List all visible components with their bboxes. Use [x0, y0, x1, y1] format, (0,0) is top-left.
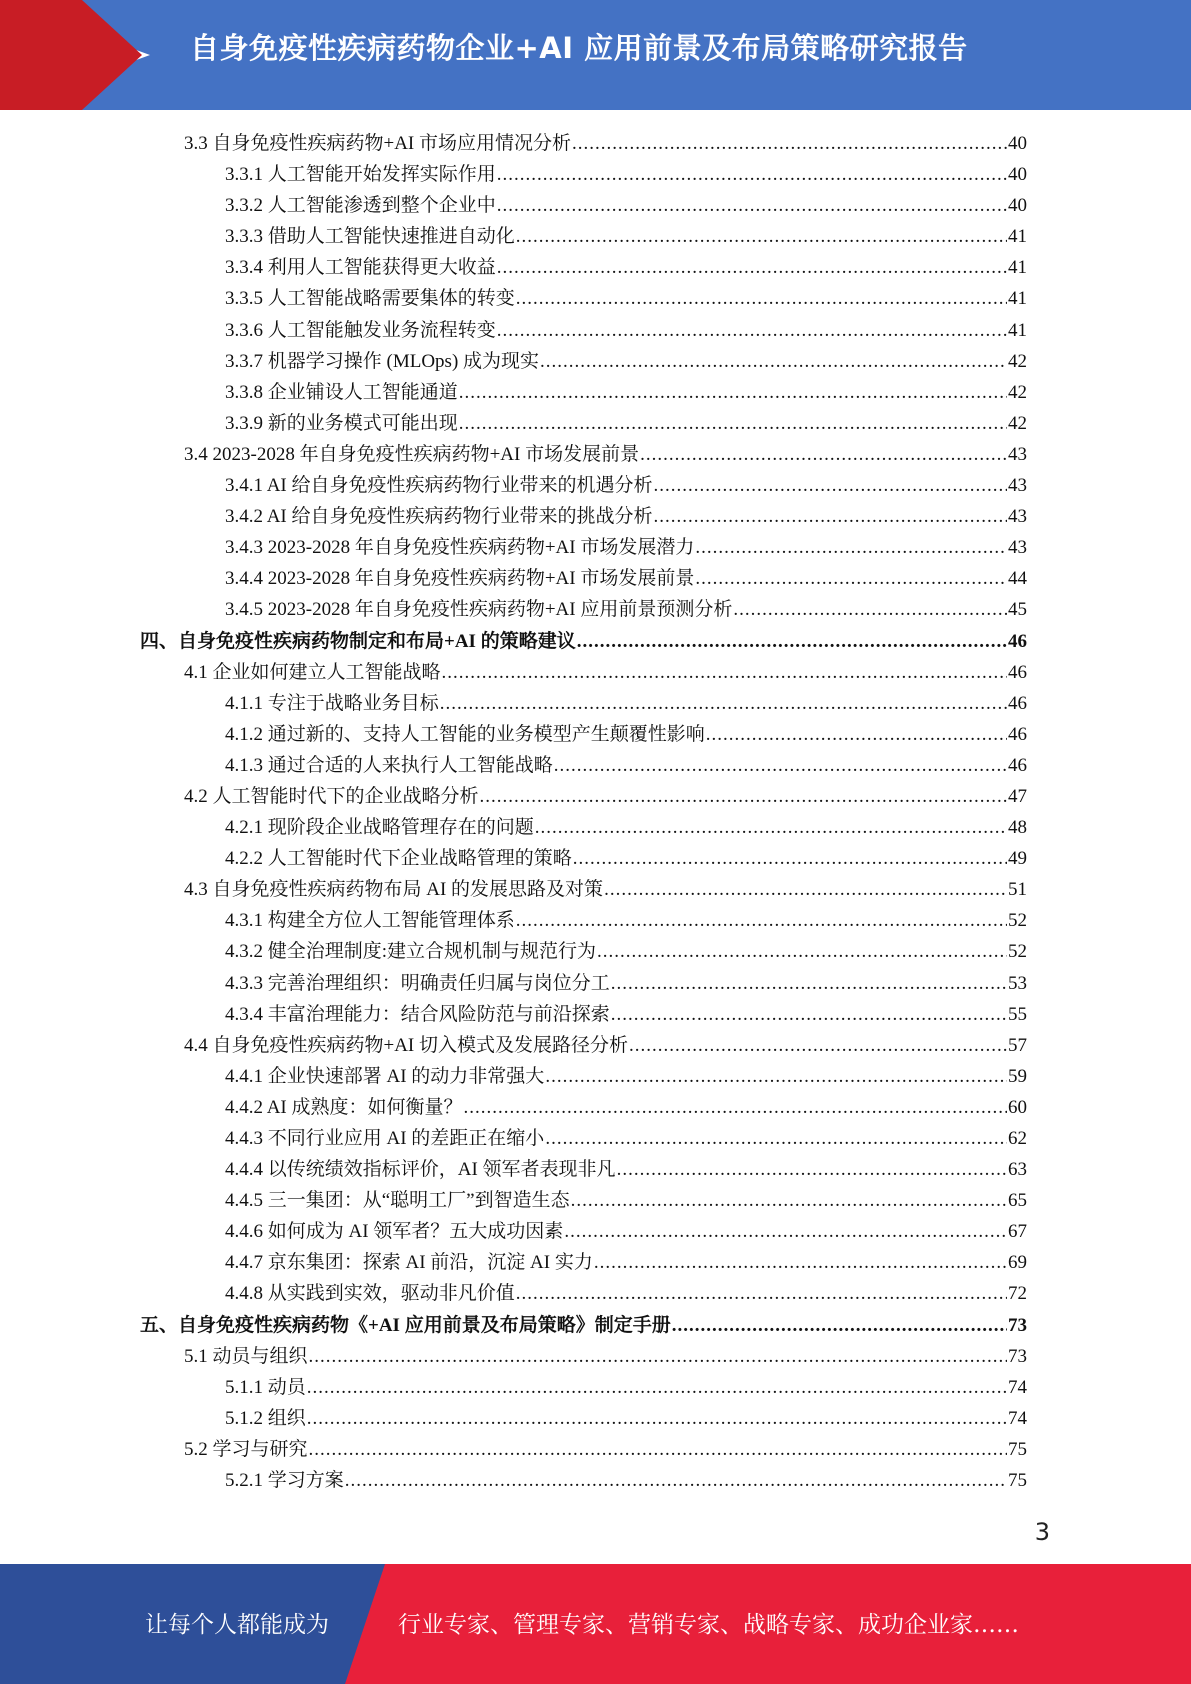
toc-dot-leader [307, 1403, 1007, 1434]
toc-dot-leader [480, 781, 1007, 812]
toc-entry-page: 43 [1008, 537, 1027, 559]
toc-entry-title: 3.4.2 AI 给自身免疫性疾病药物行业带来的挑战分析 [225, 506, 653, 528]
toc-entry-title: 3.3.7 机器学习操作 (MLOps) 成为现实 [225, 350, 540, 372]
toc-entry-page: 42 [1008, 412, 1027, 434]
toc-entry[interactable] [140, 1403, 1027, 1434]
toc-entry-page: 43 [1008, 475, 1027, 497]
toc-entry[interactable] [140, 999, 1027, 1030]
page-footer [0, 1564, 1191, 1684]
toc-dot-leader [604, 874, 1007, 905]
toc-entry-page: 46 [1008, 754, 1027, 776]
toc-dot-leader [464, 1092, 1007, 1123]
toc-dot-leader [611, 999, 1007, 1030]
toc-entry[interactable] [140, 346, 1027, 377]
toc-entry-page: 44 [1008, 568, 1027, 590]
toc-dot-leader [540, 346, 1007, 377]
toc-entry[interactable] [140, 1341, 1027, 1372]
toc-entry-title: 4.4.5 三一集团：从“聪明工厂”到智造生态 [225, 1190, 570, 1212]
toc-entry-title: 4.4.2 AI 成熟度：如何衡量？ [225, 1096, 463, 1118]
toc-dot-leader [611, 968, 1007, 999]
toc-entry-title: 4.4 自身免疫性疾病药物+AI 切入模式及发展路径分析 [184, 1034, 629, 1056]
toc-entry-title: 3.3.5 人工智能战略需要集体的转变 [225, 288, 515, 310]
toc-dot-leader [577, 626, 1007, 657]
toc-dot-leader [597, 936, 1007, 967]
toc-entry-title: 3.4.3 2023-2028 年自身免疫性疾病药物+AI 市场发展潜力 [225, 537, 695, 559]
toc-dot-leader [672, 1310, 1007, 1341]
toc-entry[interactable] [140, 439, 1027, 470]
toc-entry[interactable] [140, 252, 1027, 283]
toc-entry[interactable] [140, 1278, 1027, 1309]
toc-entry-page: 46 [1008, 661, 1027, 683]
toc-entry-page: 52 [1008, 910, 1027, 932]
toc-entry[interactable] [140, 315, 1027, 346]
toc-dot-leader [497, 190, 1007, 221]
toc-entry[interactable] [140, 377, 1027, 408]
toc-dot-leader [594, 1247, 1007, 1278]
toc-dot-leader [442, 657, 1007, 688]
toc-entry-page: 52 [1008, 941, 1027, 963]
toc-entry-page: 63 [1008, 1159, 1027, 1181]
toc-entry[interactable] [140, 657, 1027, 688]
toc-dot-leader [440, 688, 1007, 719]
toc-entry-page: 47 [1008, 785, 1027, 807]
toc-entry[interactable] [140, 936, 1027, 967]
toc-entry-page: 49 [1008, 848, 1027, 870]
toc-entry-title: 5.1.1 动员 [225, 1376, 306, 1398]
toc-entry-page: 72 [1008, 1283, 1027, 1305]
toc-dot-leader [545, 1123, 1007, 1154]
toc-dot-leader [309, 1341, 1007, 1372]
toc-entry[interactable] [140, 159, 1027, 190]
toc-entry-page: 74 [1008, 1407, 1027, 1429]
toc-entry-page: 62 [1008, 1128, 1027, 1149]
toc-entry[interactable] [140, 843, 1027, 874]
toc-entry-page: 41 [1008, 257, 1027, 279]
toc-entry-page: 46 [1008, 630, 1027, 652]
toc-dot-leader [545, 1061, 1007, 1092]
toc-entry[interactable] [140, 1434, 1027, 1465]
toc-dot-leader [497, 252, 1007, 283]
toc-entry[interactable] [140, 283, 1027, 314]
toc-entry-page: 65 [1008, 1190, 1027, 1212]
toc-entry-page: 43 [1008, 443, 1027, 465]
toc-entry-title: 3.4.5 2023-2028 年自身免疫性疾病药物+AI 应用前景预测分析 [225, 599, 733, 621]
toc-entry[interactable] [140, 1061, 1027, 1092]
toc-dot-leader [640, 439, 1007, 470]
toc-entry-title: 四、自身免疫性疾病药物制定和布局+AI 的策略建议 [140, 630, 576, 652]
toc-entry[interactable] [140, 1185, 1027, 1216]
toc-entry[interactable] [140, 626, 1027, 657]
toc-entry-page: 42 [1008, 381, 1027, 403]
toc-entry-title: 4.2 人工智能时代下的企业战略分析 [184, 785, 479, 807]
report-title: 自身免疫性疾病药物企业+AI 应用前景及布局策略研究报告 [190, 31, 968, 65]
toc-entry-title: 4.3.1 构建全方位人工智能管理体系 [225, 910, 515, 932]
toc-dot-leader [459, 408, 1007, 439]
toc-dot-leader [535, 812, 1007, 843]
page-number: 3 [1034, 1518, 1050, 1546]
toc-entry[interactable] [140, 1310, 1027, 1341]
toc-entry-title: 4.4.6 如何成为 AI 领军者？五大成功因素 [225, 1221, 564, 1243]
toc-dot-leader [733, 594, 1007, 625]
toc-entry-title: 4.3.2 健全治理制度:建立合规机制与规范行为 [225, 941, 597, 963]
toc-entry[interactable] [140, 470, 1027, 501]
toc-entry-page: 40 [1008, 164, 1027, 186]
toc-entry-title: 4.4.1 企业快速部署 AI 的动力非常强大 [225, 1065, 545, 1087]
toc-dot-leader [572, 128, 1007, 159]
toc-entry-page: 59 [1008, 1065, 1027, 1087]
toc-entry-page: 41 [1008, 288, 1027, 310]
toc-entry[interactable] [140, 1123, 1027, 1154]
toc-entry[interactable] [140, 1030, 1027, 1061]
toc-entry-page: 41 [1008, 319, 1027, 341]
toc-entry-title: 五、自身免疫性疾病药物《+AI 应用前景及布局策略》制定手册 [140, 1314, 671, 1336]
footer-slogan-left: 让每个人都能成为 [145, 1612, 329, 1638]
toc-dot-leader [345, 1465, 1007, 1496]
toc-dot-leader [573, 843, 1007, 874]
toc-dot-leader [564, 1216, 1007, 1247]
toc-entry[interactable] [140, 1372, 1027, 1403]
header-red-block [0, 0, 82, 110]
toc-entry[interactable] [140, 1465, 1027, 1496]
toc-entry[interactable] [140, 750, 1027, 781]
toc-entry-page: 75 [1008, 1438, 1027, 1460]
toc-entry-page: 40 [1008, 195, 1027, 217]
toc-dot-leader [309, 1434, 1007, 1465]
toc-dot-leader [654, 470, 1007, 501]
toc-entry-page: 73 [1008, 1314, 1027, 1336]
toc-dot-leader [695, 532, 1007, 563]
toc-entry-page: 69 [1008, 1252, 1027, 1274]
toc-entry-title: 3.3 自身免疫性疾病药物+AI 市场应用情况分析 [184, 133, 572, 154]
table-of-contents [140, 128, 1027, 1496]
toc-entry-page: 48 [1008, 817, 1027, 839]
toc-entry-title: 4.2.2 人工智能时代下企业战略管理的策略 [225, 848, 572, 870]
toc-entry[interactable] [140, 968, 1027, 999]
toc-entry-title: 4.4.3 不同行业应用 AI 的差距正在缩小 [225, 1128, 545, 1149]
toc-entry-title: 3.3.1 人工智能开始发挥实际作用 [225, 164, 496, 186]
toc-dot-leader [516, 221, 1007, 252]
toc-dot-leader [516, 283, 1007, 314]
toc-dot-leader [516, 1278, 1007, 1309]
toc-entry[interactable] [140, 408, 1027, 439]
toc-entry-page: 46 [1008, 723, 1027, 745]
toc-entry[interactable] [140, 719, 1027, 750]
toc-entry[interactable] [140, 221, 1027, 252]
toc-entry-page: 42 [1008, 350, 1027, 372]
toc-entry-page: 57 [1008, 1034, 1027, 1056]
toc-entry-title: 3.3.8 企业铺设人工智能通道 [225, 381, 458, 403]
toc-entry[interactable] [140, 532, 1027, 563]
page-header [0, 0, 1191, 110]
toc-entry-title: 4.1.1 专注于战略业务目标 [225, 692, 439, 714]
toc-entry[interactable] [140, 501, 1027, 532]
toc-entry[interactable] [140, 563, 1027, 594]
toc-entry-page: 41 [1008, 226, 1027, 248]
toc-entry[interactable] [140, 781, 1027, 812]
toc-entry-title: 3.4.4 2023-2028 年自身免疫性疾病药物+AI 市场发展前景 [225, 568, 695, 590]
toc-entry-title: 4.4.4 以传统绩效指标评价，AI 领军者表现非凡 [225, 1159, 616, 1181]
toc-entry[interactable] [140, 874, 1027, 905]
toc-entry[interactable] [140, 1092, 1027, 1123]
toc-dot-leader [307, 1372, 1007, 1403]
toc-entry-title: 4.1 企业如何建立人工智能战略 [184, 661, 441, 683]
toc-entry-page: 53 [1008, 972, 1027, 994]
toc-entry-page: 43 [1008, 506, 1027, 528]
toc-entry-title: 3.3.2 人工智能渗透到整个企业中 [225, 195, 496, 217]
toc-entry[interactable] [140, 128, 1027, 159]
toc-entry-title: 4.1.3 通过合适的人来执行人工智能战略 [225, 754, 553, 776]
toc-dot-leader [571, 1185, 1007, 1216]
toc-entry-page: 45 [1008, 599, 1027, 621]
toc-entry-page: 40 [1008, 133, 1027, 154]
toc-entry-title: 4.4.7 京东集团：探索 AI 前沿，沉淀 AI 实力 [225, 1252, 593, 1274]
toc-entry[interactable] [140, 688, 1027, 719]
toc-entry[interactable] [140, 1154, 1027, 1185]
toc-dot-leader [516, 905, 1007, 936]
toc-entry-title: 4.4.8 从实践到实效，驱动非凡价值 [225, 1283, 515, 1305]
toc-entry[interactable] [140, 1216, 1027, 1247]
toc-entry[interactable] [140, 1247, 1027, 1278]
toc-entry-title: 3.4 2023-2028 年自身免疫性疾病药物+AI 市场发展前景 [184, 443, 640, 465]
toc-dot-leader [497, 315, 1007, 346]
toc-entry-page: 60 [1008, 1096, 1027, 1118]
toc-entry-page: 46 [1008, 692, 1027, 714]
toc-entry[interactable] [140, 905, 1027, 936]
toc-entry-title: 3.3.4 利用人工智能获得更大收益 [225, 257, 496, 279]
toc-entry-title: 4.1.2 通过新的、支持人工智能的业务模型产生颠覆性影响 [225, 723, 705, 745]
toc-entry-title: 3.3.6 人工智能触发业务流程转变 [225, 319, 496, 341]
toc-entry[interactable] [140, 594, 1027, 625]
toc-entry-title: 3.4.1 AI 给自身免疫性疾病药物行业带来的机遇分析 [225, 475, 653, 497]
toc-entry-page: 51 [1008, 879, 1027, 901]
toc-entry-title: 5.1.2 组织 [225, 1407, 306, 1429]
toc-entry-page: 74 [1008, 1376, 1027, 1398]
toc-entry-page: 67 [1008, 1221, 1027, 1243]
toc-entry-title: 5.2 学习与研究 [184, 1438, 308, 1460]
toc-dot-leader [706, 719, 1007, 750]
toc-entry-title: 4.3.4 丰富治理能力：结合风险防范与前沿探索 [225, 1003, 610, 1025]
header-chevron-red [82, 0, 142, 110]
toc-entry[interactable] [140, 812, 1027, 843]
toc-dot-leader [554, 750, 1007, 781]
toc-dot-leader [654, 501, 1007, 532]
toc-entry-title: 4.2.1 现阶段企业战略管理存在的问题 [225, 817, 534, 839]
toc-entry-page: 55 [1008, 1003, 1027, 1025]
toc-entry-page: 75 [1008, 1470, 1027, 1492]
toc-entry-title: 3.3.9 新的业务模式可能出现 [225, 412, 458, 434]
toc-entry-title: 5.2.1 学习方案 [225, 1470, 344, 1492]
toc-dot-leader [695, 563, 1007, 594]
toc-entry-title: 4.3.3 完善治理组织：明确责任归属与岗位分工 [225, 972, 610, 994]
toc-entry-title: 3.3.3 借助人工智能快速推进自动化 [225, 226, 515, 248]
toc-dot-leader [629, 1030, 1007, 1061]
toc-entry-title: 4.3 自身免疫性疾病药物布局 AI 的发展思路及对策 [184, 879, 604, 901]
footer-slogan-right: 行业专家、管理专家、营销专家、战略专家、成功企业家…… [398, 1612, 1019, 1638]
toc-entry-title: 5.1 动员与组织 [184, 1345, 308, 1367]
toc-entry[interactable] [140, 190, 1027, 221]
toc-dot-leader [497, 159, 1007, 190]
toc-dot-leader [617, 1154, 1007, 1185]
toc-dot-leader [459, 377, 1007, 408]
toc-entry-page: 73 [1008, 1345, 1027, 1367]
